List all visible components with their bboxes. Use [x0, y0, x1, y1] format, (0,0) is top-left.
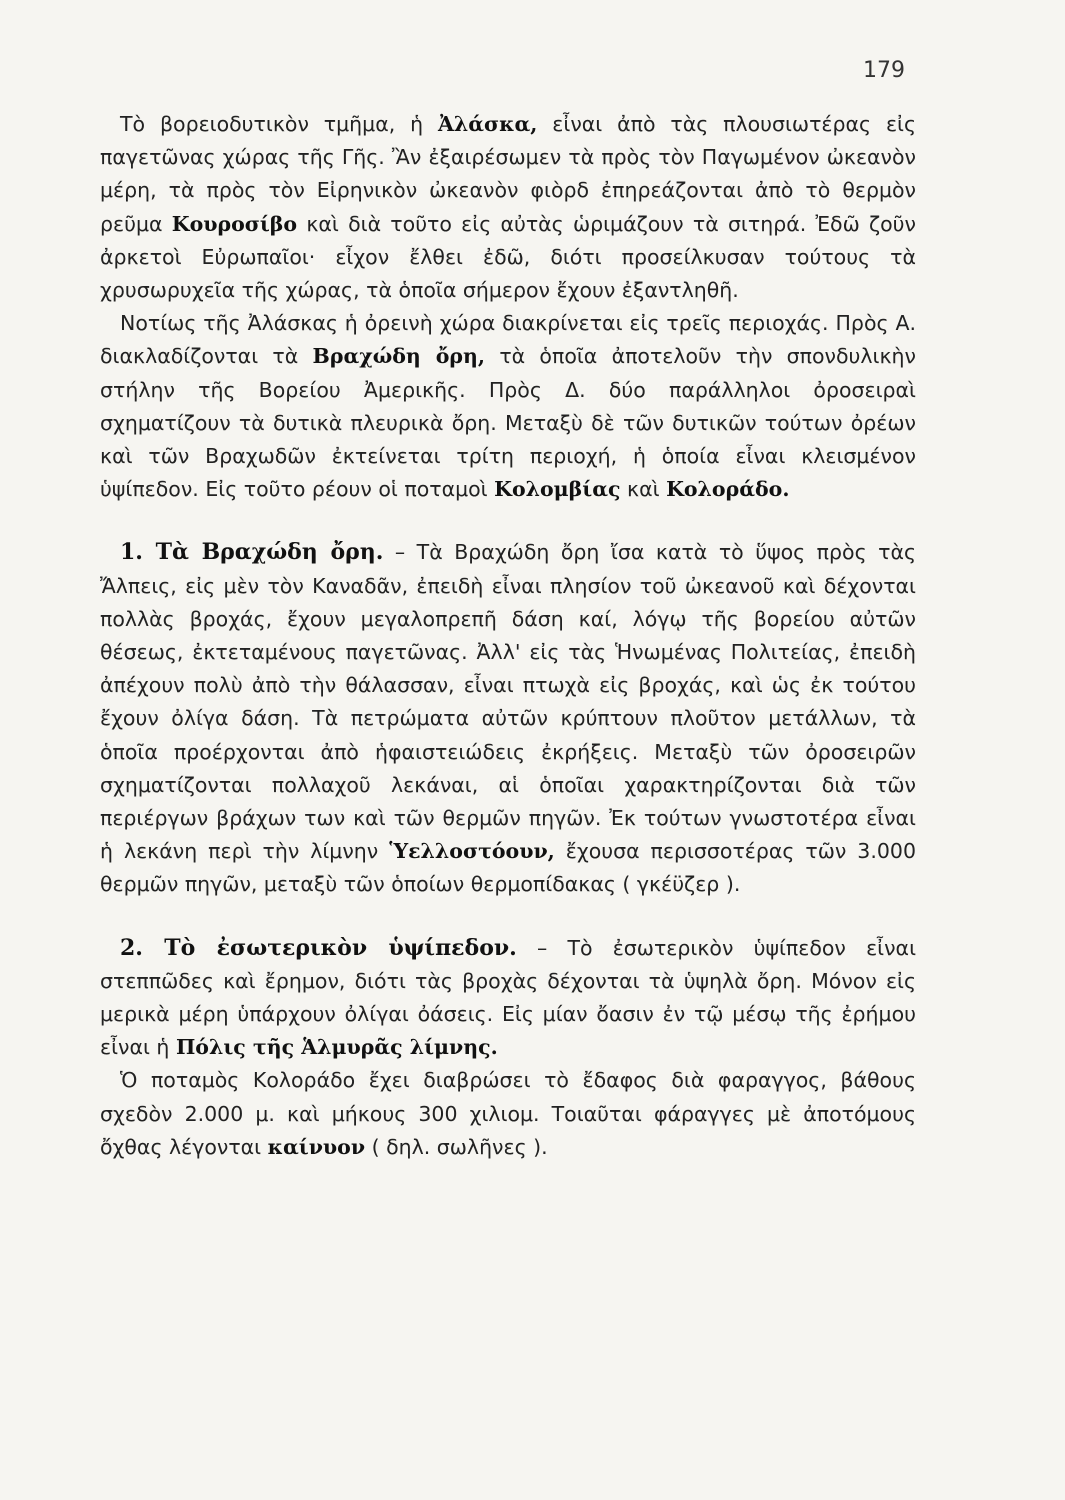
- term-columbia: Κολομβίας: [494, 477, 621, 502]
- text: ἔχουσα περισσοτέρας τῶν 3.000 θερμῶν πηγῶν, μεταξὺ τῶν ὁποίων θερμοπίδακας ( γκέϋζερ ).: [100, 839, 916, 897]
- section-heading: 2. Τὸ ἐσωτερικὸν ὑψίπεδον.: [120, 934, 517, 961]
- term-yellowstone: Ὑελλοστόουν,: [389, 839, 555, 864]
- term-alaska: Ἀλάσκα,: [437, 112, 538, 136]
- paragraph-alaska: [100, 108, 916, 307]
- text: εἶναι ἀπὸ τὰς πλουσιωτέρας εἰς παγετῶνας χώρας τῆς Γῆς. Ἂν ἐξαιρέσωμεν τὰ πρὸς τὸν Παγωμένον ὠκεανὸν μέρη, τὰ πρὸς τὸν Εἰρηνικὸν ὠκεανὸν φιὸρδ ἐπηρεάζονται ἀπὸ τὸ θερμὸν ρεῦμα: [100, 112, 916, 236]
- text: – Τὸ ἐσωτερικὸν ὑψίπεδον εἶναι στεππῶδες καὶ ἔρημον, διότι τὰς βροχὰς δέχονται τὰ ὑψηλὰ ὄρη. Μόνον εἰς μερικὰ μέρη ὑπάρχουν ὀλίγαι ὀάσεις. Εἰς μίαν ὄασιν ἐν τῷ μέσῳ τῆς ἐρήμου εἶναι ἡ: [100, 935, 916, 1060]
- text: Τὸ βορειοδυτικὸν τμῆμα, ἡ: [120, 112, 438, 136]
- text: – Τὰ Βραχώδη ὄρη ἴσα κατὰ τὸ ὕψος πρὸς τὰς Ἄλπεις, εἰς μὲν τὸν Καναδᾶν, ἐπειδὴ εἶναι πλησίον τοῦ ὠκεανοῦ καὶ δέχονται πολλὰς βροχάς, ἔχουν μεγαλοπρεπῆ δάση καί, λόγῳ τῆς βορείου αὐτῶν θέσεως, ἐκτεταμένους παγετῶνας. Ἀλλ' εἰς τὰς Ἡνωμένας Πολιτείας, ἐπειδὴ ἀπέχουν πολὺ ἀπὸ τὴν θάλασσαν, εἶναι πτωχὰ εἰς βροχάς, καὶ ὡς ἐκ τούτου ἔχουν ὀλίγα δάση. Τὰ πετρώματα αὐτῶν κρύπτουν πλοῦτον μετάλλων, τὰ ὁποῖα προέρχονται ἀπὸ ἡφαιστειώδεις ἐκρήξεις. Μεταξὺ τῶν ὀροσειρῶν σχηματίζονται πολλαχοῦ λεκάναι, αἱ ὁποῖαι χαρακτηρίζονται διὰ τῶν περιέργων βράχων των καὶ τῶν θερμῶν πηγῶν. Ἐκ τούτων γνωστοτέρα εἶναι ἡ λεκάνη περὶ τὴν λίμνην: [100, 540, 916, 864]
- text: καὶ: [620, 477, 667, 502]
- section-heading: 1. Τὰ Βραχώδη ὄρη.: [120, 539, 384, 566]
- term-rocky-mountains: Βραχώδη ὄρη,: [312, 344, 486, 369]
- page-body: [100, 108, 916, 1164]
- term-kuroshio: Κουροσίβο: [171, 211, 298, 236]
- text: καὶ διὰ τοῦτο εἰς αὐτὰς ὡριμάζουν τὰ σιτηρά. Ἐδῶ ζοῦν ἀρκετοὶ Εὐρωπαῖοι· εἶχον ἔλθει ἐδῶ, διότι προσείλκυσαν τούτους τὰ χρυσωρυχεῖα τῆς χώρας, τὰ ὁποῖα σήμερον ἔχουν ἐξαντληθῆ.: [100, 211, 916, 303]
- text: Ὁ ποταμὸς Κολοράδο ἔχει διαβρώσει τὸ ἔδαφος διὰ φαραγγος, βάθους σχεδὸν 2.000 μ. καὶ μήκους 300 χιλιομ. Τοιαῦται φάραγγες μὲ ἀποτόμους ὄχθας λέγονται: [100, 1068, 916, 1159]
- text: Νοτίως τῆς Ἀλάσκας ἡ ὀρεινὴ χώρα διακρίνεται εἰς τρεῖς περιοχάς. Πρὸς Α. διακλαδίζονται τὰ: [100, 311, 916, 369]
- section-inner-plateau: [100, 932, 916, 1065]
- page-number: 179: [863, 58, 905, 83]
- paragraph-colorado-canyon: [100, 1064, 916, 1164]
- text: ( δηλ. σωλῆνες ).: [365, 1134, 548, 1159]
- text: τὰ ὁποῖα ἀποτελοῦν τὴν σπονδυλικὴν στήλην τῆς Βορείου Ἀμερικῆς. Πρὸς Δ. δύο παράλληλοι ὀροσειραὶ σχηματίζουν τὰ δυτικὰ πλευρικὰ ὄρη. Μεταξὺ δὲ τῶν δυτικῶν τούτων ὀρέων καὶ τῶν Βραχωδῶν ἐκτείνεται τρίτη περιοχή, ἡ ὁποία εἶναι κλεισμένον ὑψίπεδον. Εἰς τοῦτο ρέουν οἱ ποταμοὶ: [100, 344, 916, 502]
- term-colorado: Κολοράδο.: [666, 477, 790, 502]
- term-salt-lake-city: Πόλις τῆς Ἁλμυρᾶς λίμνης.: [175, 1035, 498, 1060]
- section-rocky-mountains: [100, 536, 916, 901]
- term-canyon: καίνυον: [267, 1134, 366, 1159]
- paragraph-mountain-regions: [100, 307, 916, 506]
